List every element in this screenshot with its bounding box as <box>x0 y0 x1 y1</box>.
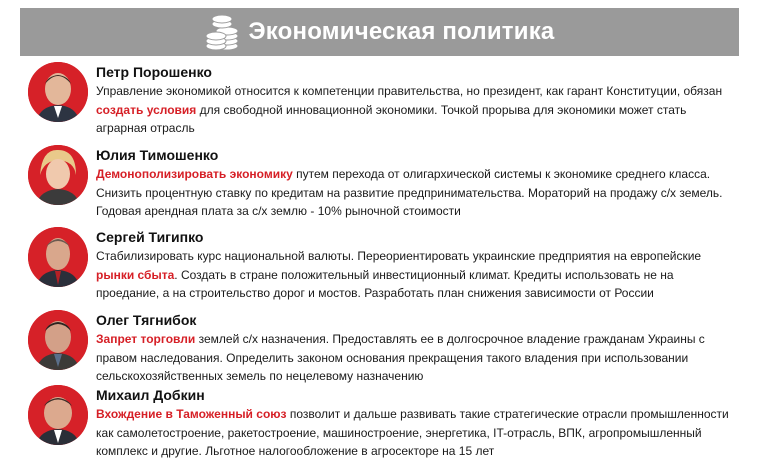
candidate-name: Михаил Добкин <box>96 387 205 403</box>
page-title: Экономическая политика <box>248 18 555 45</box>
avatar <box>28 227 88 287</box>
candidate-statement: Запрет торговли землей с/х назначения. Предоставлять ее в долгосрочное владение гражданам Украины с правом наследования. Определить законом основания прекращения такого владения при использовании сельскохозяйственных земель по нецелевому назначению <box>96 332 705 383</box>
candidate-name: Олег Тягнибок <box>96 312 197 328</box>
portrait-icon <box>28 62 88 122</box>
coins-icon <box>205 13 239 51</box>
candidate-name: Юлия Тимошенко <box>96 147 219 163</box>
avatar <box>28 385 88 445</box>
portrait-icon <box>28 310 88 370</box>
candidate-statement: Управление экономикой относится к компетенции правительства, но президент, как гарант Конституции, обязан создать условия для свободной инновационной экономики. Точкой прорыва для экономики может стать аграрная отрасль <box>96 84 723 135</box>
portrait-icon <box>28 385 88 445</box>
candidate-statement: Вхождение в Таможенный союз позволит и дальше развивать такие стратегические отрасли промышленности как самолетостроение, ракетостроение, машиностроение, энергетика, IT-отрасль, ВПК, агропромышленный комплекс и другие. Льготное налогообложение в агросекторе на 15 лет <box>96 407 729 458</box>
highlight-phrase: рынки сбыта <box>96 267 175 282</box>
portrait-icon <box>28 227 88 287</box>
portrait-icon <box>28 145 88 205</box>
highlight-phrase: Вхождение в Таможенный союз <box>96 407 287 421</box>
candidate-statement: Демонополизировать экономику путем перехода от олигархической системы к экономике среднего класса. Снизить процентную ставку по кредитам на развитие предпринимательства. Мораторий на продажу с/х земель. Годовая арендная плата за с/х землю - 10% рыночной стоимости <box>96 167 723 218</box>
avatar <box>28 62 88 122</box>
avatar <box>28 145 88 205</box>
candidate-name: Сергей Тигипко <box>96 229 204 245</box>
avatar <box>28 310 88 370</box>
highlight-phrase: Запрет торговли <box>96 332 196 346</box>
highlight-phrase: Демонополизировать экономику <box>96 167 293 181</box>
candidate-statement: Стабилизировать курс национальной валюты. Переориентировать украинские предприятия на европейские рынки сбыта. Создать в стране положительный инвестиционный климат. Кредиты использовать не на проедание, а на строительство дорог и мостов. Разработать план снижения зависимости от России <box>96 249 702 300</box>
header-banner <box>20 8 739 56</box>
highlight-phrase: создать условия <box>96 102 197 117</box>
candidate-name: Петр Порошенко <box>96 64 212 80</box>
